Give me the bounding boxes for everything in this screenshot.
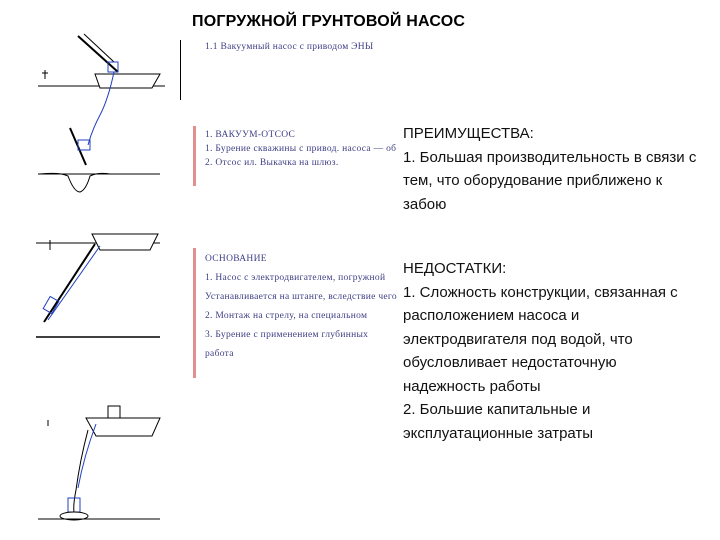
disadvantages-item: 2. Большие капитальные и эксплуатационные затраты xyxy=(403,401,594,442)
blurred-line: 3. Бурение с применением глубинных xyxy=(205,330,369,340)
sketch-2 xyxy=(36,234,160,337)
hull xyxy=(86,418,160,436)
blurred-line: 2. Отсос ил. Выкачка на шлюз. xyxy=(205,158,339,168)
page-title: ПОГРУЖНОЙ ГРУНТОВОЙ НАСОС xyxy=(192,13,466,30)
cabin xyxy=(108,406,120,418)
disadvantages-item: 1. Сложность конструкции, связанная с расположением насоса и электродвигателя под водой, что обусловливает недостаточную надежность работы xyxy=(403,283,678,395)
advantages-section xyxy=(403,122,703,216)
hull xyxy=(95,74,160,88)
sketch-1 xyxy=(38,34,165,192)
disadvantages-section xyxy=(403,257,703,445)
blurred-line: 2. Монтаж на стрелу, на специальном xyxy=(205,311,368,321)
advantages-heading: ПРЕИМУЩЕСТВА: xyxy=(403,125,534,142)
cable xyxy=(74,430,88,512)
blurred-block-2 xyxy=(205,250,397,364)
hose xyxy=(48,246,100,320)
blurred-line: ОСНОВАНИЕ xyxy=(205,254,267,264)
boom xyxy=(78,36,118,72)
red-margin-mark xyxy=(193,126,196,186)
red-margin-mark xyxy=(193,248,196,378)
blurred-caption-top: 1.1 Вакуумный насос с приводом ЭНЫ xyxy=(205,42,374,52)
sketch-3 xyxy=(38,406,160,520)
blurred-line: 1. Бурение скважины с привод. насоса — об xyxy=(205,144,397,154)
divider-line xyxy=(180,40,181,100)
blurred-line: 1. Насос с электродвигателем, погружной xyxy=(205,273,386,283)
boom-cable xyxy=(84,34,114,62)
pit xyxy=(40,173,110,192)
blurred-line: 1. ВАКУУМ-ОТСОС xyxy=(205,130,296,140)
advantages-item: 1. Большая производительность в связи с тем, что оборудование приближено к забою xyxy=(403,148,697,213)
ladder-boom xyxy=(44,244,95,322)
hull xyxy=(92,234,158,250)
blurred-line: Устанавливается на штанге, вследствие чего xyxy=(205,292,397,302)
disadvantages-heading: НЕДОСТАТКИ: xyxy=(403,260,507,277)
blurred-block-1 xyxy=(205,128,396,170)
blurred-line: работа xyxy=(205,349,234,359)
